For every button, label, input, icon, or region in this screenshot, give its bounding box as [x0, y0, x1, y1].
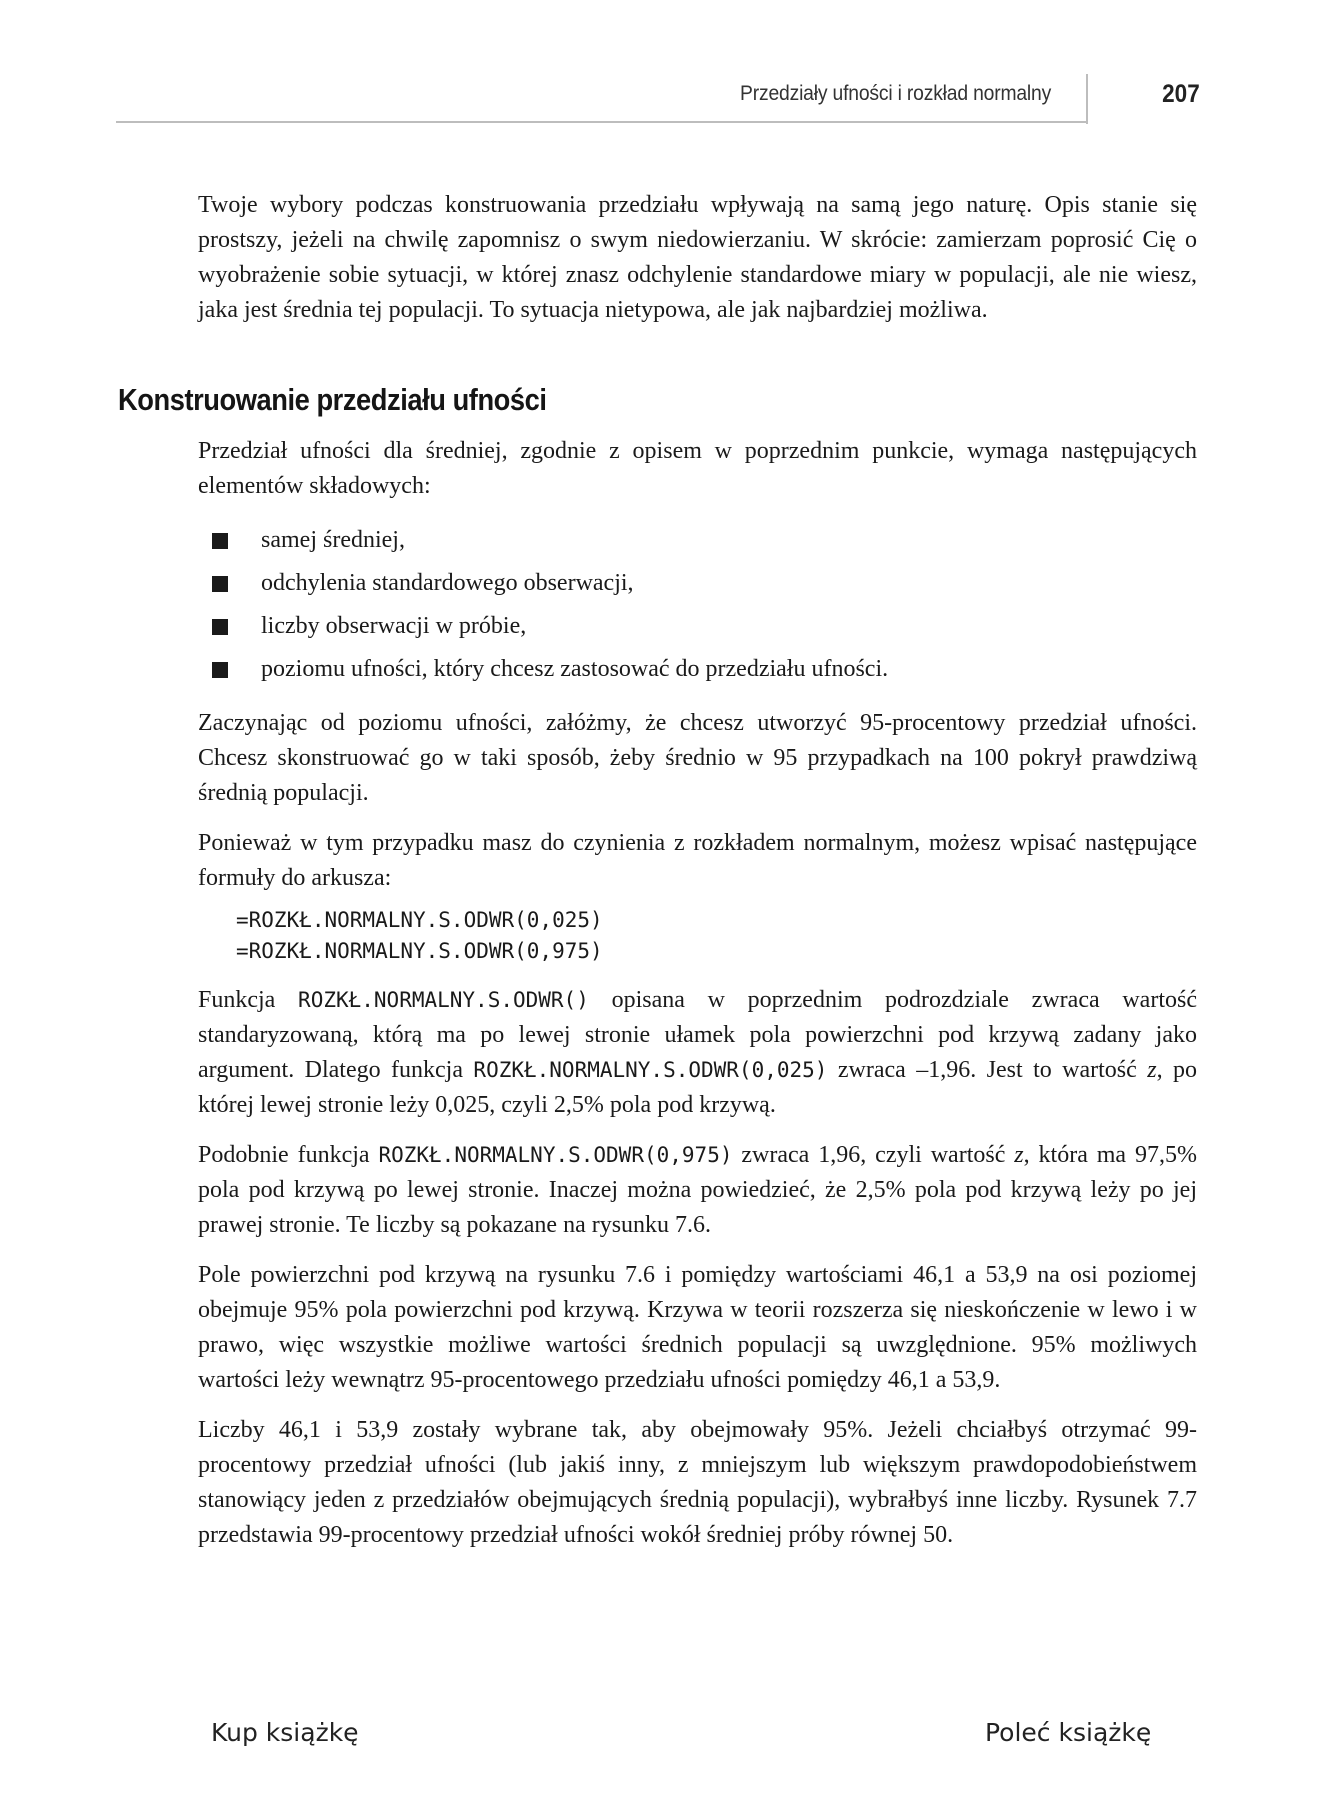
header-divider [1086, 74, 1088, 124]
list-item [198, 648, 1197, 691]
header-rule [116, 121, 1088, 123]
inline-code: ROZKŁ.NORMALNY.S.ODWR(0,975) [378, 1143, 733, 1167]
running-title: Przedziały ufności i rozkład normalny [739, 82, 1051, 105]
text-run: zwraca 1,96, czyli wartość [732, 1142, 1015, 1168]
text-run: , po której lewej stronie leży 0,025, czyli 2,5% pola pod krzywą. [198, 1057, 1198, 1118]
bullet-square-icon [212, 576, 228, 592]
inline-code: ROZKŁ.NORMALNY.S.ODWR(0,025) [473, 1058, 828, 1082]
text-run: opisana w poprzednim podrozdziale zwraca wartość standaryzowaną, którą ma po lewej stronie ułamek pola powierzchni pod krzywą zadany jako argument. Dlatego funkcja [198, 987, 1197, 1083]
page-body [118, 188, 1198, 1568]
list-item [198, 605, 1197, 648]
text-run: Podobnie funkcja [198, 1142, 379, 1168]
code-block [236, 905, 1197, 967]
running-header [116, 80, 1201, 124]
section-heading: Konstruowanie przedziału ufności [118, 382, 547, 417]
text-run: , która ma 97,5% pola pod krzywą po lewej stronie. Inaczej można powiedzieć, że 2,5% pola pod krzywą leży po jej prawej stronie. Te liczby są pokazane na rysunku 7.6. [198, 1142, 1197, 1238]
code-line: =ROZKŁ.NORMALNY.S.ODWR(0,025) [236, 908, 603, 932]
intro-paragraph: Twoje wybory podczas konstruowania przedziału wpływają na samą jego naturę. Opis stanie się prostszy, jeżeli na chwilę zapomnisz o swym niedowierzaniu. W skrócie: zamierzam poprosić Cię o wyobrażenie sobie sytuacji, w której znasz odchylenie standardowe miary w populacji, ale nie wiesz, jaka jest średnia tej populacji. To sytuacja nietypowa, ale jak najbardziej możliwa. [198, 192, 1197, 323]
bullet-square-icon [212, 662, 228, 678]
similarly-paragraph [198, 1138, 1197, 1243]
numbers-paragraph: Liczby 46,1 i 53,9 zostały wybrane tak, aby obejmowały 95%. Jeżeli chciałbyś otrzymać 99-procentowy przedział ufności (lub jakiś inny, z mniejszym lub większym prawdopodobieństwem stanowiący jeden z przedziałów obejmujących średnią populacji), wybrałbyś inne liczby. Rysunek 7.7 przedstawia 99-procentowy przedział ufności wokół średniej próby równej 50. [198, 1417, 1197, 1548]
function-paragraph [198, 983, 1197, 1123]
italic-variable: z [1147, 1057, 1157, 1083]
list-item [198, 562, 1197, 605]
inline-code: ROZKŁ.NORMALNY.S.ODWR() [298, 988, 589, 1012]
bullet-square-icon [212, 619, 228, 635]
code-line: =ROZKŁ.NORMALNY.S.ODWR(0,975) [236, 939, 603, 963]
text-run: zwraca –1,96. Jest to wartość [827, 1057, 1148, 1083]
bullet-list [198, 519, 1197, 691]
bullet-square-icon [212, 533, 228, 549]
buy-book-link[interactable]: Kup książkę [211, 1718, 359, 1747]
italic-variable: z [1014, 1142, 1024, 1168]
text-run: Funkcja [198, 987, 299, 1013]
recommend-book-link[interactable]: Poleć książkę [985, 1718, 1152, 1747]
confidence-level-paragraph: Zaczynając od poziomu ufności, załóżmy, że chcesz utworzyć 95-procentowy przedział ufności. Chcesz skonstruować go w taki sposób, żeby średnio w 95 przypadkach na 100 pokrył prawdziwą średnią populacji. [198, 710, 1197, 806]
formulas-intro-paragraph: Ponieważ w tym przypadku masz do czynienia z rozkładem normalnym, możesz wpisać następujące formuły do arkusza: [198, 830, 1197, 891]
list-item-text: odchylenia standardowego obserwacji, [261, 570, 634, 596]
list-item-text: liczby obserwacji w próbie, [261, 613, 527, 639]
area-paragraph: Pole powierzchni pod krzywą na rysunku 7.6 i pomiędzy wartościami 46,1 a 53,9 na osi poziomej obejmuje 95% pola powierzchni pod krzywą. Krzywa w teorii rozszerza się nieskończenie w lewo i w prawo, więc wszystkie możliwe wartości średnich populacji są uwzględnione. 95% możliwych wartości leży wewnątrz 95-procentowego przedziału ufności pomiędzy 46,1 a 53,9. [198, 1262, 1197, 1393]
section-lead-paragraph: Przedział ufności dla średniej, zgodnie z opisem w poprzednim punkcie, wymaga następujących elementów składowych: [198, 438, 1197, 499]
list-item-text: poziomu ufności, który chcesz zastosować do przedziału ufności. [261, 656, 889, 682]
page-number: 207 [1162, 80, 1200, 108]
list-item-text: samej średniej, [261, 527, 405, 553]
list-item [198, 519, 1197, 562]
